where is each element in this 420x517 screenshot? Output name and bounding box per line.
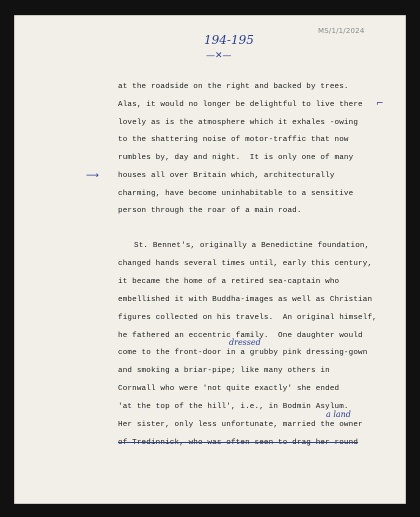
body-line: figures collected on his travels. An original himself, xyxy=(118,314,377,322)
margin-mark: ⌐ xyxy=(376,99,384,109)
margin-arrow: ⟶ xyxy=(86,171,99,181)
body-line: Alas, it would no longer be delightful to live there xyxy=(118,101,363,109)
body-line: to the shattering noise of motor-traffic that now xyxy=(118,136,349,144)
handwritten-insertion: dressed xyxy=(229,338,261,347)
body-line: lovely as is the atmosphere which it exhales -owing xyxy=(118,119,359,127)
body-line: person through the roar of a main road. xyxy=(118,207,302,215)
body-line: he fathered an eccentric family. One daughter would xyxy=(118,332,363,340)
body-line: at the roadside on the right and backed by trees. xyxy=(118,83,349,91)
body-line: embellished it with Buddha-images as well as Christian xyxy=(118,296,373,304)
page-number-underline: —✕— xyxy=(206,51,232,61)
page-number-annotation: 194-195 xyxy=(204,33,254,47)
body-line-struck: of Tredinnick, who was often seen to drag her round xyxy=(118,439,359,447)
body-line: and smoking a briar-pipe; like many others in xyxy=(118,367,330,375)
body-line: charming, have become uninhabitable to a sensitive xyxy=(118,190,354,198)
body-line: 'at the top of the hill', i.e., in Bodmin Asylum. xyxy=(118,403,349,411)
body-line: come to the front-door in a grubby pink dressing-gown xyxy=(118,349,368,357)
manuscript-page xyxy=(14,15,406,504)
body-line: rumbles by, day and night. It is only one of many xyxy=(118,154,354,162)
body-line: Her sister, only less unfortunate, married the owner xyxy=(118,421,363,429)
pencil-reference-note: MS/1/1/2024 xyxy=(318,27,365,35)
body-line: changed hands several times until, early this century, xyxy=(118,260,373,268)
body-line: Cornwall who were 'not quite exactly' she ended xyxy=(118,385,340,393)
body-line: it became the home of a retired sea-captain who xyxy=(118,278,340,286)
body-line: houses all over Britain which, architecturally xyxy=(118,172,335,180)
handwritten-insertion: a land xyxy=(326,410,351,419)
body-line: St. Bennet's, originally a Benedictine foundation, xyxy=(134,242,370,250)
